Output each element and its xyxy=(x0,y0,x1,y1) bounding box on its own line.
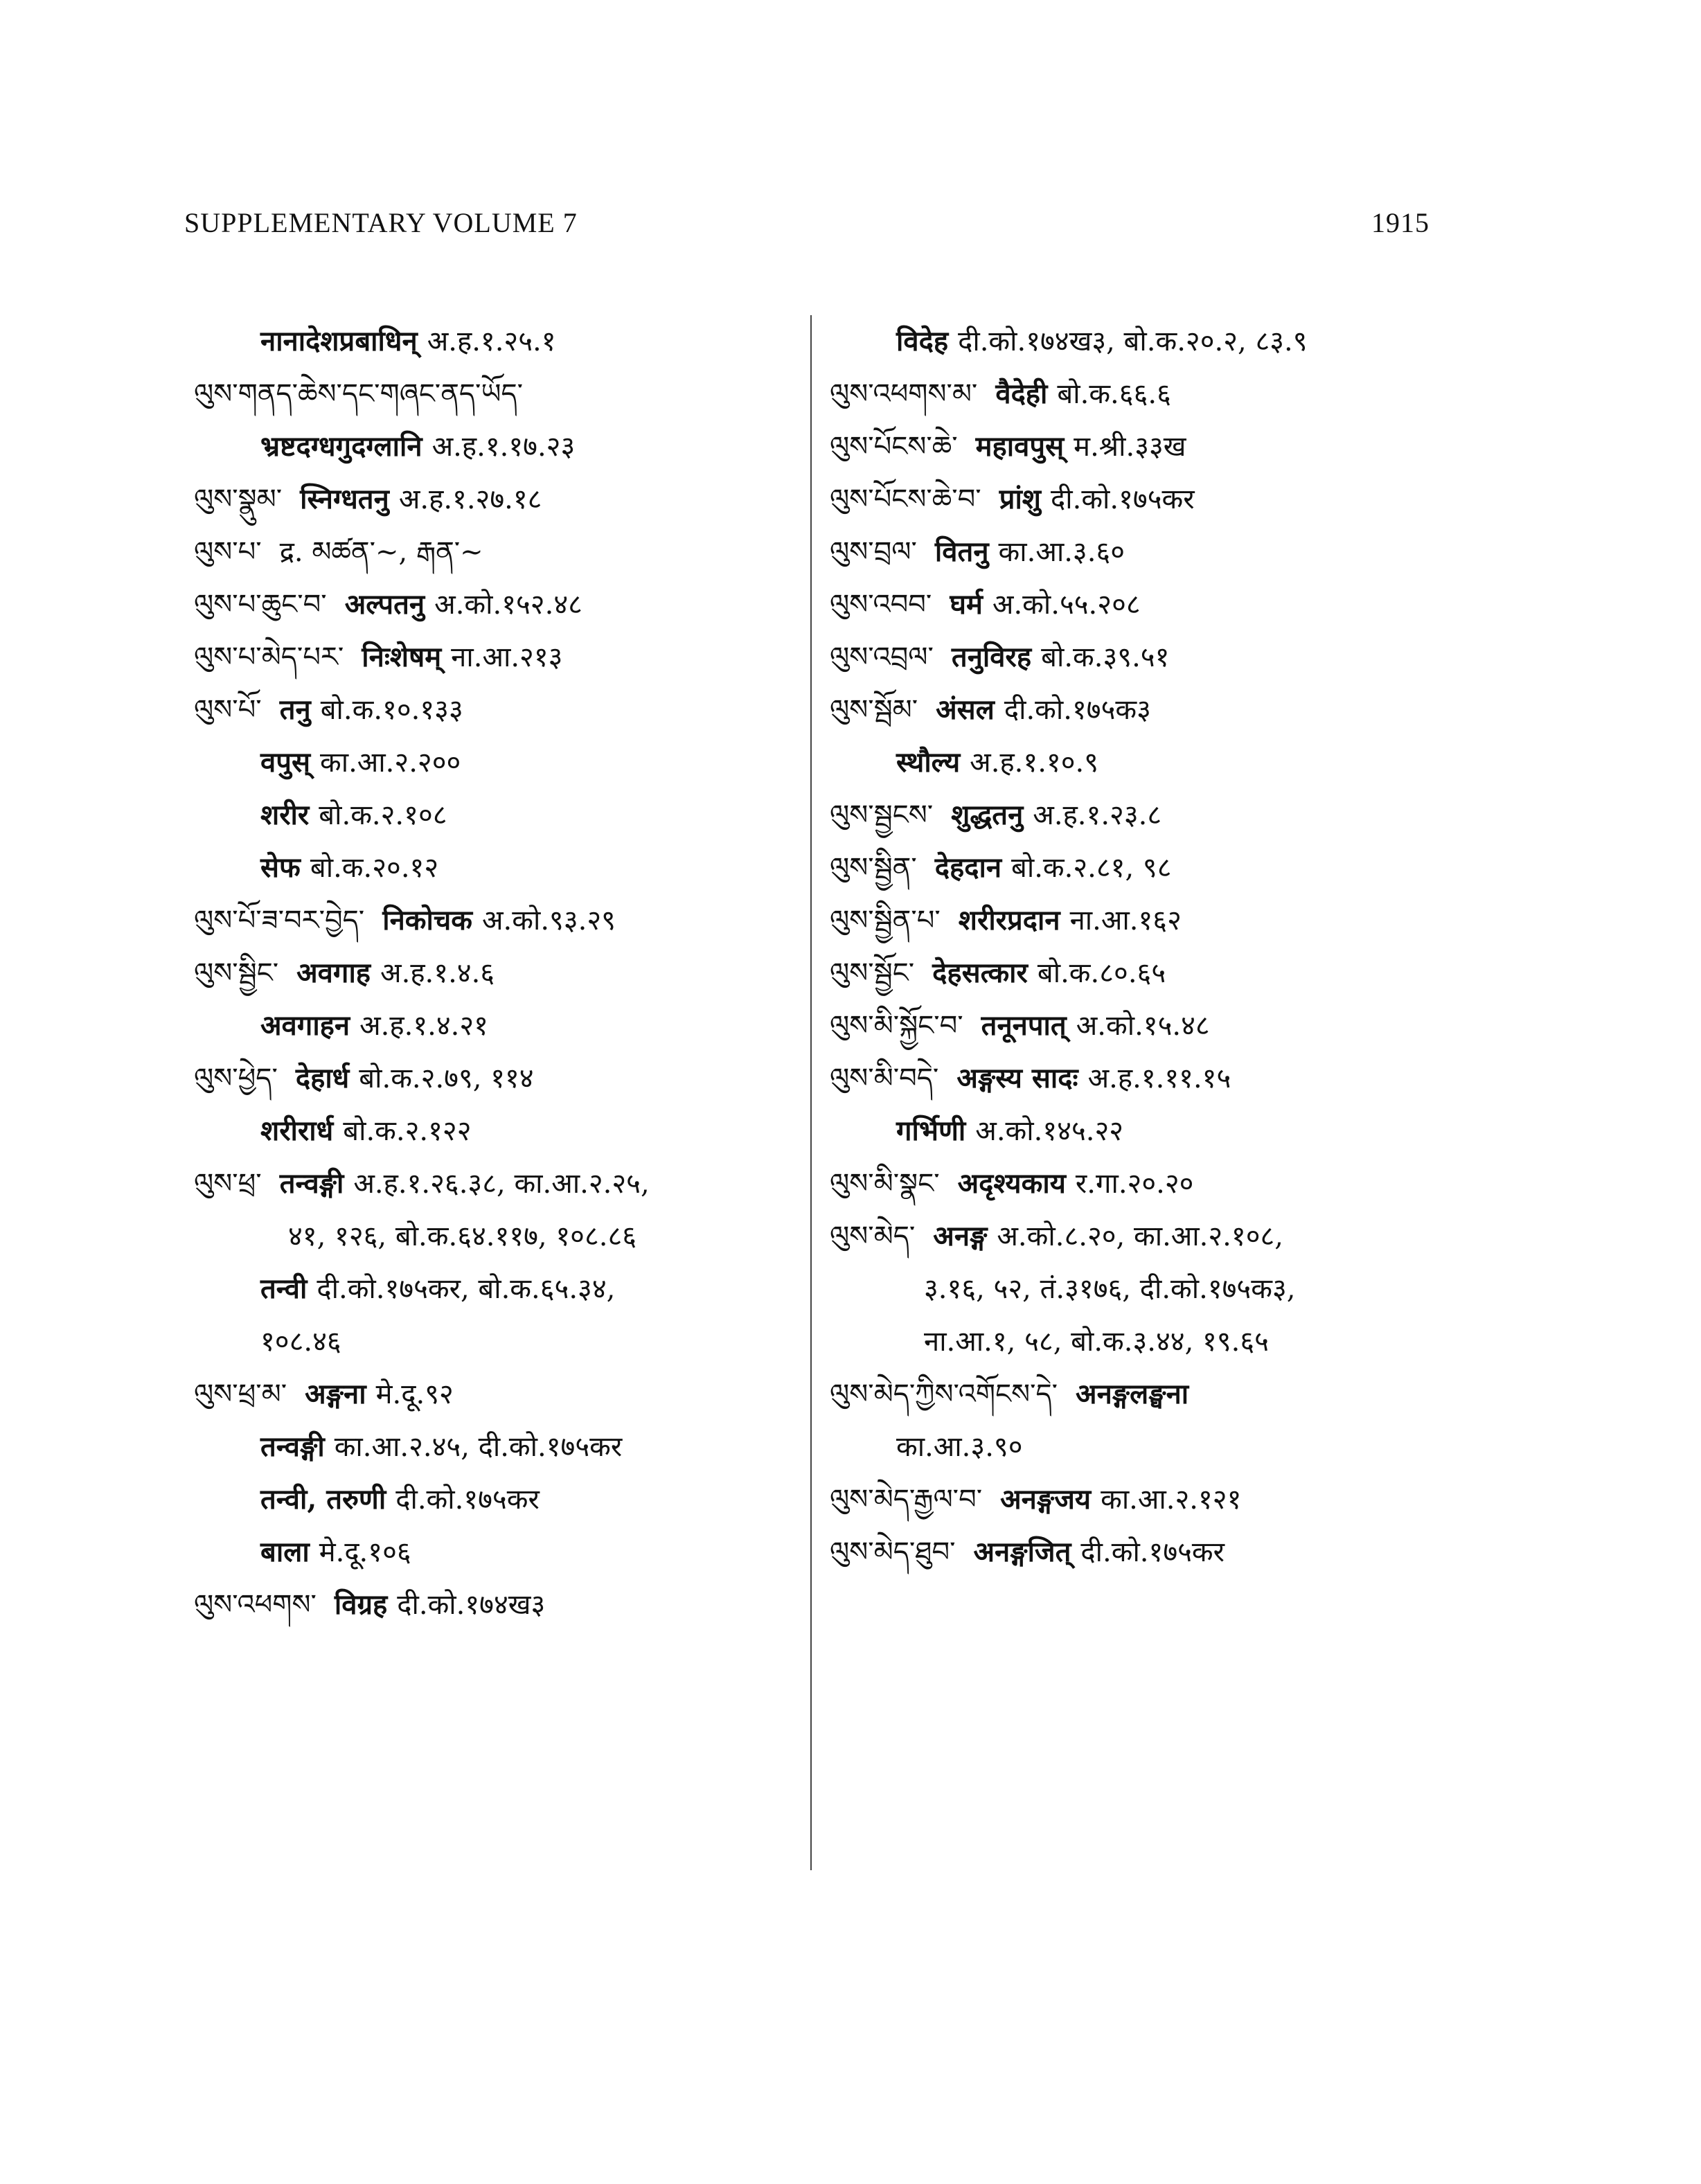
sanskrit-equivalent: निःशेषम् xyxy=(362,641,442,673)
sanskrit-equivalent: बाला xyxy=(260,1536,310,1568)
tibetan-headword: ལུས་གནད་ཆེས་དང་གཞང་ནད་ཡོད་ xyxy=(194,378,523,410)
source-reference: का.आ.३.९० xyxy=(896,1431,1023,1463)
sanskrit-equivalent: स्थौल्य xyxy=(896,746,961,779)
dictionary-line xyxy=(194,736,796,789)
sanskrit-equivalent: तनूनपात् xyxy=(981,1009,1067,1042)
dictionary-line xyxy=(194,1210,796,1263)
source-reference: दी.को.१७४ख३, बो.क.२०.२, ८३.९ xyxy=(958,326,1308,357)
source-reference: अ.को.५५.२०८ xyxy=(992,589,1141,621)
source-reference: अ.ह.१.१७.२३ xyxy=(431,431,576,463)
sanskrit-equivalent: देहार्ध xyxy=(295,1062,350,1094)
sanskrit-equivalent: शरीरप्रदान xyxy=(958,904,1060,936)
dictionary-line xyxy=(194,578,796,631)
sanskrit-equivalent: तन्वी, तरुणी xyxy=(260,1483,386,1516)
tibetan-headword: ལུས་འཕགས་མ་ xyxy=(830,378,978,410)
source-reference: द्र. མཚན་~, རྒན་~ xyxy=(279,536,483,568)
tibetan-headword: ལུས་པ་ཆུང་བ་ xyxy=(194,589,327,621)
sanskrit-equivalent: घर्म xyxy=(950,588,983,621)
source-reference: दी.को.१७५कर xyxy=(1051,483,1195,515)
dictionary-line xyxy=(194,1000,796,1052)
dictionary-line xyxy=(830,1473,1439,1526)
sanskrit-equivalent: शरीरार्ध xyxy=(260,1115,334,1147)
sanskrit-equivalent: अनङ्ग xyxy=(933,1220,988,1252)
source-reference: म.श्री.३३ख xyxy=(1074,431,1186,463)
dictionary-line xyxy=(194,473,796,526)
dictionary-line xyxy=(830,631,1439,684)
sanskrit-equivalent: वैदेही xyxy=(995,378,1048,410)
tibetan-headword: ལུས་པ་མེད་པར་ xyxy=(194,641,344,673)
dictionary-line xyxy=(830,578,1439,631)
sanskrit-equivalent: तनु xyxy=(279,693,311,726)
tibetan-headword: ལུས་མེད་ཀྱིས་འགོངས་དེ་ xyxy=(830,1378,1058,1410)
dictionary-line xyxy=(194,842,796,894)
source-reference: अ.को.८.२०, का.आ.२.१०८, xyxy=(997,1220,1284,1252)
sanskrit-equivalent: स्निग्धतनु xyxy=(300,483,389,515)
sanskrit-equivalent: वपुस् xyxy=(260,746,310,779)
dictionary-line xyxy=(194,1526,796,1579)
page-header xyxy=(184,206,1430,248)
tibetan-headword: ལུས་སྦྱིན་ xyxy=(830,852,917,884)
tibetan-headword: ལུས་སྣུམ་ xyxy=(194,483,283,515)
tibetan-headword: ལུས་འབབ་ xyxy=(830,589,932,621)
tibetan-headword: ལུས་མེད་རྒྱལ་བ་ xyxy=(830,1484,983,1516)
sanskrit-equivalent: गर्भिणी xyxy=(896,1115,966,1147)
dictionary-line xyxy=(830,473,1439,526)
tibetan-headword: ལུས་སྦྱངས་ xyxy=(830,799,934,831)
source-reference: बो.क.१०.१३३ xyxy=(320,694,463,726)
dictionary-line xyxy=(830,1526,1439,1579)
source-reference: अ.ह.१.११.१५ xyxy=(1087,1063,1231,1094)
dictionary-line xyxy=(194,1105,796,1157)
dictionary-line xyxy=(194,315,796,368)
source-reference: मे.दू.९२ xyxy=(375,1378,454,1410)
source-reference: बो.क.३९.५१ xyxy=(1041,641,1170,673)
sanskrit-equivalent: अवगाह xyxy=(296,957,371,989)
dictionary-line xyxy=(830,736,1439,789)
source-reference: बो.क.२.१०८ xyxy=(319,799,447,831)
source-reference: ना.आ.१, ५८, बो.क.३.४४, १९.६५ xyxy=(924,1326,1269,1358)
right-column xyxy=(830,315,1439,1579)
tibetan-headword: ལུས་པོ་ཟ་བར་བྱེད་ xyxy=(194,905,365,936)
dictionary-line xyxy=(830,789,1439,842)
source-reference: अ.ह.१.४.२१ xyxy=(359,1010,488,1042)
dictionary-line xyxy=(194,1579,796,1631)
running-head: SUPPLEMENTARY VOLUME 7 xyxy=(184,207,578,238)
source-reference: दी.को.१७५क३ xyxy=(1004,694,1151,726)
dictionary-line xyxy=(194,1263,796,1315)
tibetan-headword: ལུས་མི་སྐྱོང་བ་ xyxy=(830,1010,963,1042)
source-reference: दी.को.१७४ख३ xyxy=(397,1589,546,1621)
source-reference: अ.ह.१.२३.८ xyxy=(1033,799,1162,831)
dictionary-line xyxy=(194,894,796,947)
sanskrit-equivalent: अनङ्गलङ्घना xyxy=(1076,1378,1189,1410)
dictionary-line xyxy=(194,789,796,842)
source-reference: ४१, १२६, बो.क.६४.११७, १०८.८६ xyxy=(288,1220,637,1252)
source-reference: अ.ह.१.१०.९ xyxy=(970,747,1099,779)
source-reference: बो.क.८०.६५ xyxy=(1037,957,1166,989)
sanskrit-equivalent: अङ्गना xyxy=(305,1378,366,1410)
sanskrit-equivalent: अल्पतनु xyxy=(344,588,425,621)
tibetan-headword: ལུས་ཕྱེད་ xyxy=(194,1063,278,1094)
sanskrit-equivalent: अंसल xyxy=(936,693,995,726)
source-reference: का.आ.२.२०० xyxy=(320,747,461,779)
left-column xyxy=(194,315,796,1631)
source-reference: बो.क.२०.१२ xyxy=(310,852,439,884)
source-reference: ३.१६, ५२, तं.३१७६, दी.को.१७५क३, xyxy=(924,1273,1296,1305)
source-reference: अ.को.९३.२९ xyxy=(481,905,616,936)
dictionary-line xyxy=(194,684,796,736)
source-reference: अ.को.१५२.४८ xyxy=(434,589,582,621)
source-reference: दी.को.१७५कर xyxy=(395,1484,540,1516)
sanskrit-equivalent: अनङ्गजित् xyxy=(973,1536,1071,1568)
sanskrit-equivalent: देहसत्कार xyxy=(932,957,1028,989)
tibetan-headword: ལུས་སྦྱིང་ xyxy=(194,957,279,989)
source-reference: बो.क.६६.६ xyxy=(1057,378,1171,410)
dictionary-line xyxy=(194,1052,796,1105)
sanskrit-equivalent: वितनु xyxy=(934,535,989,568)
sanskrit-equivalent: भ्रष्टदग्धगुदग्लानि xyxy=(260,430,422,463)
dictionary-line xyxy=(830,1000,1439,1052)
source-reference: मे.दू.१०६ xyxy=(319,1536,411,1568)
column-divider xyxy=(810,315,812,1870)
sanskrit-equivalent: विदेह xyxy=(896,325,949,357)
tibetan-headword: ལུས་མི་སྣང་ xyxy=(830,1168,940,1200)
tibetan-headword: ལུས་པ་ xyxy=(194,536,262,568)
sanskrit-equivalent: तन्वङ्गी xyxy=(279,1167,344,1200)
dictionary-line xyxy=(830,1157,1439,1210)
source-reference: अ.ह.१.२६.३८, का.आ.२.२५, xyxy=(353,1168,650,1200)
dictionary-line xyxy=(830,894,1439,947)
sanskrit-equivalent: प्रांशु xyxy=(999,483,1042,515)
page-number: 1915 xyxy=(1371,207,1430,238)
sanskrit-equivalent: अदृश्यकाय xyxy=(957,1167,1066,1200)
tibetan-headword: ལུས་མི་བདེ་ xyxy=(830,1063,939,1094)
source-reference: अ.को.१५.४८ xyxy=(1076,1010,1210,1042)
sanskrit-equivalent: शुद्धतनु xyxy=(951,799,1024,831)
tibetan-headword: ལུས་སྦྱིན་པ་ xyxy=(830,905,941,936)
source-reference: का.आ.२.४५, दी.को.१७५कर xyxy=(334,1431,623,1463)
tibetan-headword: ལུས་འབྲལ་ xyxy=(830,641,934,673)
tibetan-headword: ལུས་ཕྲ་མ་ xyxy=(194,1378,287,1410)
dictionary-line xyxy=(194,1473,796,1526)
dictionary-line xyxy=(830,315,1439,368)
tibetan-headword: ལུས་པོངས་ཆེ་ xyxy=(830,431,958,463)
dictionary-line xyxy=(830,1105,1439,1157)
tibetan-headword: ལུས་བྲལ་ xyxy=(830,536,917,568)
source-reference: अ.ह.१.४.६ xyxy=(380,957,495,989)
dictionary-line xyxy=(194,420,796,473)
dictionary-line xyxy=(830,1210,1439,1263)
dictionary-line xyxy=(830,842,1439,894)
dictionary-line xyxy=(194,1315,796,1368)
sanskrit-equivalent: अङ्गस्य सादः xyxy=(956,1062,1078,1094)
sanskrit-equivalent: निकोचक xyxy=(382,904,472,936)
tibetan-headword: ལུས་མེད་ xyxy=(830,1220,916,1252)
source-reference: का.आ.३.६० xyxy=(998,536,1125,568)
tibetan-headword: ལུས་མེད་ཐུབ་ xyxy=(830,1536,956,1568)
dictionary-line xyxy=(194,631,796,684)
tibetan-headword: ལུས་སྦོམ་ xyxy=(830,694,918,726)
dictionary-line xyxy=(194,526,796,578)
dictionary-line xyxy=(830,684,1439,736)
source-reference: अ.को.१४५.२२ xyxy=(975,1115,1124,1147)
source-reference: ना.आ.१६२ xyxy=(1069,905,1182,936)
dictionary-line xyxy=(194,1368,796,1421)
sanskrit-equivalent: महावपुस् xyxy=(975,430,1065,463)
sanskrit-equivalent: शरीर xyxy=(260,799,310,831)
dictionary-line xyxy=(830,1315,1439,1368)
source-reference: १०८.४६ xyxy=(260,1326,341,1358)
dictionary-line xyxy=(194,1421,796,1473)
tibetan-headword: ལུས་པོ་ xyxy=(194,694,262,726)
sanskrit-equivalent: देहदान xyxy=(934,851,1002,884)
tibetan-headword: ལུས་འཕགས་ xyxy=(194,1589,317,1621)
source-reference: अ.ह.१.२७.१८ xyxy=(398,483,542,515)
dictionary-line xyxy=(830,526,1439,578)
dictionary-line xyxy=(194,947,796,1000)
dictionary-line xyxy=(830,1421,1439,1473)
sanskrit-equivalent: अनङ्गजय xyxy=(1000,1483,1092,1516)
sanskrit-equivalent: तनुविरह xyxy=(951,641,1032,673)
source-reference: दी.को.१७५कर, बो.क.६५.३४, xyxy=(317,1273,616,1305)
dictionary-line xyxy=(830,368,1439,420)
sanskrit-equivalent: तन्वङ्गी xyxy=(260,1430,325,1463)
tibetan-headword: ལུས་སྦྱོང་ xyxy=(830,957,915,989)
sanskrit-equivalent: अवगाहन xyxy=(260,1009,350,1042)
dictionary-line xyxy=(830,947,1439,1000)
tibetan-headword: ལུས་ཕྲ་ xyxy=(194,1168,262,1200)
source-reference: बो.क.२.७९, ११४ xyxy=(359,1063,534,1094)
dictionary-line xyxy=(830,1263,1439,1315)
source-reference: र.गा.२०.२० xyxy=(1075,1168,1194,1200)
sanskrit-equivalent: तन्वी xyxy=(260,1272,308,1305)
source-reference: का.आ.२.१२१ xyxy=(1101,1484,1242,1516)
dictionary-line xyxy=(830,420,1439,473)
dictionary-line xyxy=(830,1052,1439,1105)
sanskrit-equivalent: नानादेशप्रबाधिन् xyxy=(260,325,418,357)
dictionary-line xyxy=(830,1368,1439,1421)
source-reference: अ.ह.१.२५.१ xyxy=(427,326,556,357)
source-reference: ना.आ.२१३ xyxy=(451,641,563,673)
dictionary-line xyxy=(194,368,796,420)
source-reference: बो.क.२.१२२ xyxy=(343,1115,472,1147)
dictionary-line xyxy=(194,1157,796,1210)
tibetan-headword: ལུས་པོངས་ཆེ་བ་ xyxy=(830,483,981,515)
sanskrit-equivalent: विग्रह xyxy=(334,1588,388,1621)
sanskrit-equivalent: सेफ xyxy=(260,851,301,884)
source-reference: बो.क.२.८१, ९८ xyxy=(1011,852,1172,884)
source-reference: दी.को.१७५कर xyxy=(1080,1536,1224,1568)
